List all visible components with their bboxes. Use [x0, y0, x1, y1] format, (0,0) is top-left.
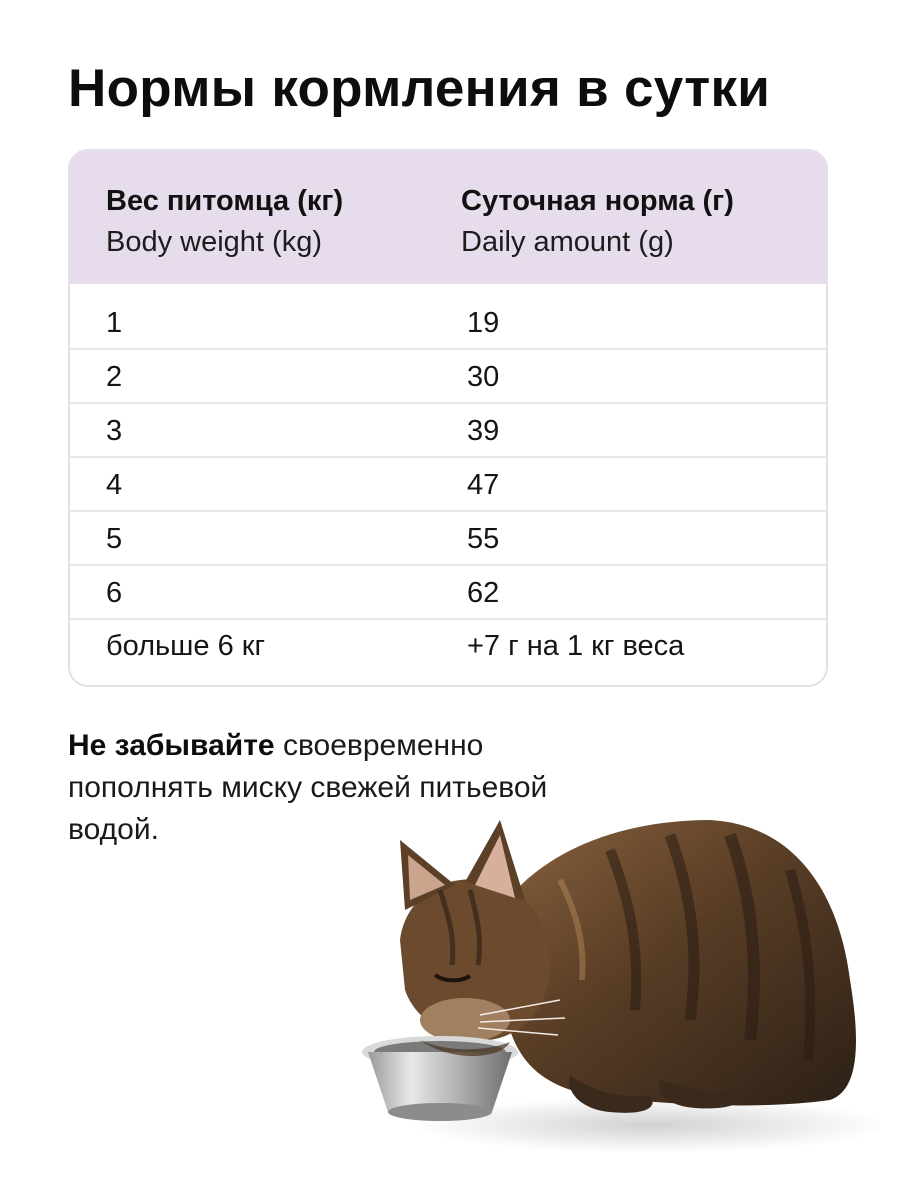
header-amount	[461, 181, 734, 263]
table-row	[70, 296, 826, 350]
table-row	[70, 512, 826, 566]
table-row	[70, 458, 826, 512]
weight-cell: больше 6 кг	[106, 630, 266, 662]
table-row	[70, 619, 826, 673]
weight-cell: 6	[106, 577, 123, 609]
amount-cell: 30	[467, 361, 500, 393]
amount-cell: 47	[467, 469, 500, 501]
header-weight-en: Body weight (kg)	[106, 226, 322, 258]
weight-cell: 3	[106, 415, 123, 447]
header-amount-ru: Суточная норма (г)	[461, 185, 734, 217]
amount-cell: 55	[467, 523, 500, 555]
amount-cell: 62	[467, 577, 500, 609]
amount-cell: +7 г на 1 кг веса	[467, 630, 685, 662]
table-row	[70, 404, 826, 458]
amount-cell: 19	[467, 307, 500, 339]
water-reminder-bold: Не забывайте	[68, 729, 275, 762]
header-weight	[106, 181, 343, 263]
table-row	[70, 566, 826, 620]
amount-cell: 39	[467, 415, 500, 447]
weight-cell: 1	[106, 307, 123, 339]
cat-eating-from-bowl-icon	[360, 790, 880, 1170]
header-weight-ru: Вес питомца (кг)	[106, 185, 344, 217]
water-reminder-text: своевременно пополнять миску свежей питьевой водой.	[68, 729, 548, 846]
header-amount-en: Daily amount (g)	[461, 226, 674, 258]
page-title: Нормы кормления в сутки	[68, 59, 771, 118]
weight-cell: 4	[106, 469, 123, 501]
table-header	[70, 151, 826, 284]
table-row	[70, 350, 826, 404]
feeding-table	[68, 149, 828, 687]
weight-cell: 5	[106, 523, 123, 555]
weight-cell: 2	[106, 361, 123, 393]
